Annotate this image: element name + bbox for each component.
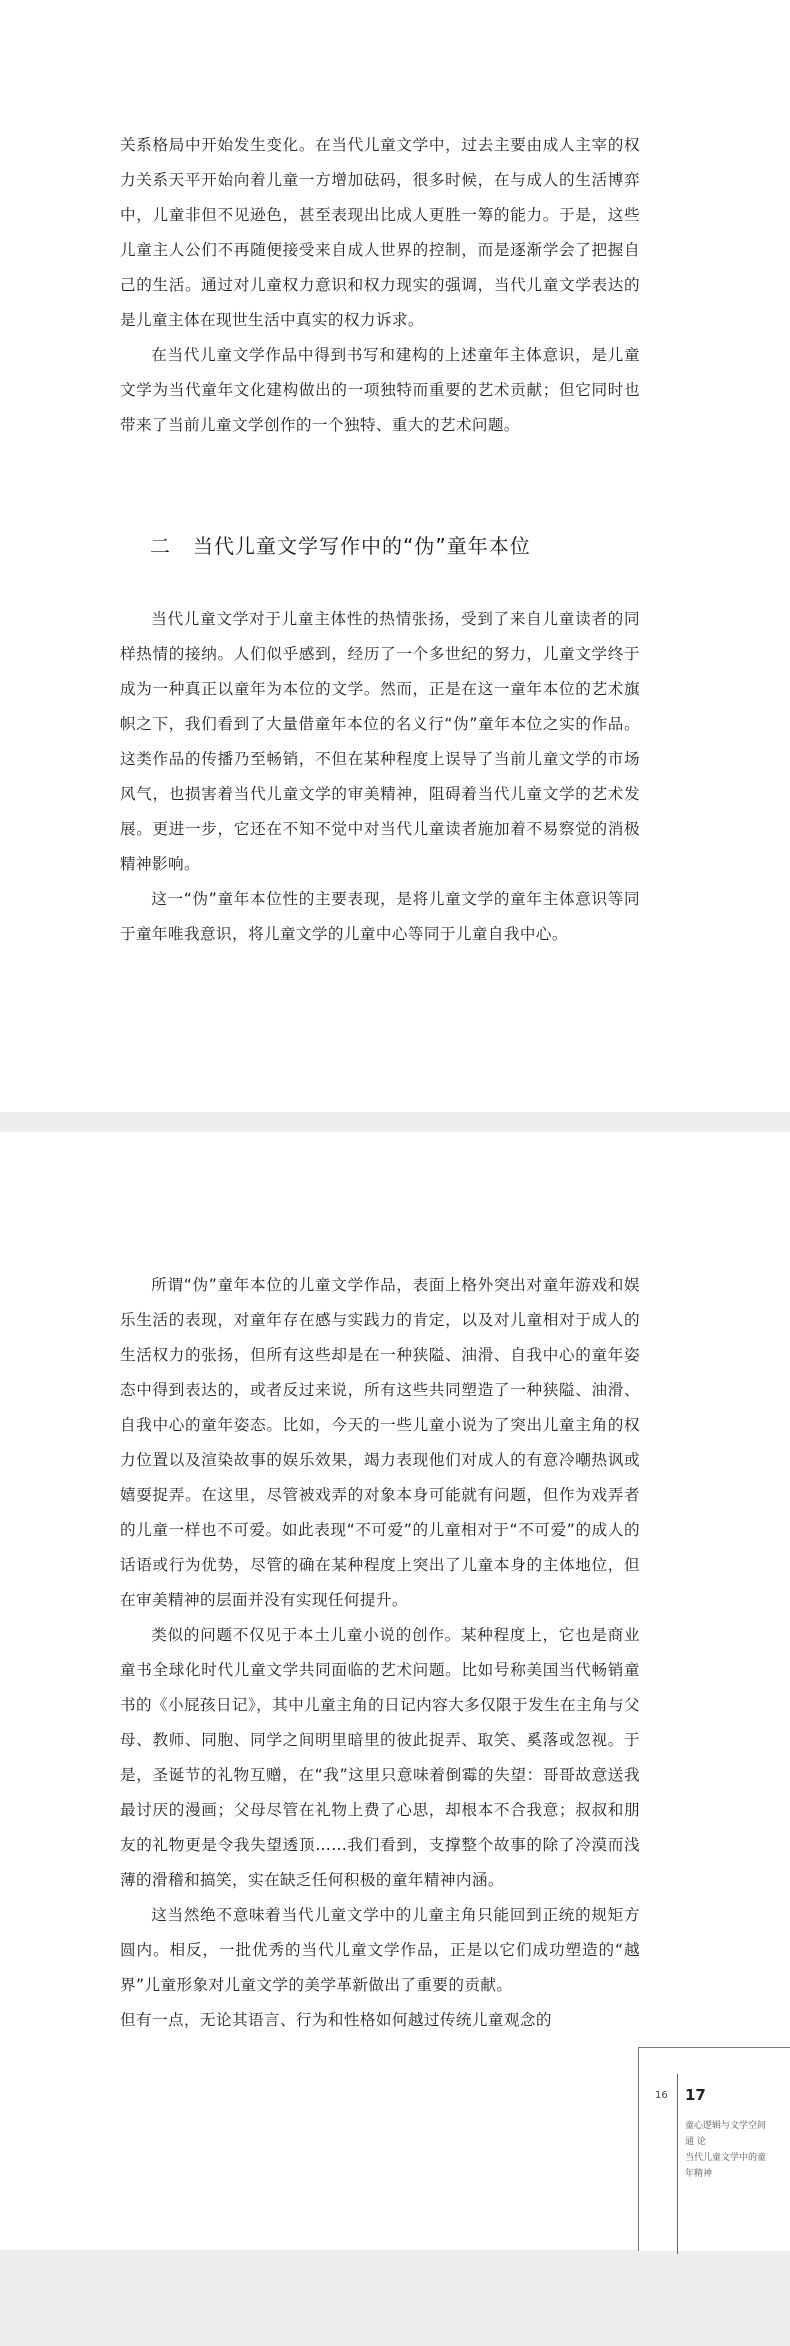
paragraph: 关系格局中开始发生变化。在当代儿童文学中，过去主要由成人主宰的权力关系天平开始向着儿童一方增加砝码，很多时候，在与成人的生活博弈中，儿童非但不见逊色，甚至表现出比成人更胜一筹的能力。于是，这些儿童主人公们不再随便接受来自成人世界的控制，而是逐渐学会了把握自己的生活。通过对儿童权力意识和权力现实的强调，当代儿童文学表达的是儿童主体在现世生活中真实的权力诉求。 (120, 136, 640, 329)
paragraph: 类似的问题不仅见于本土儿童小说的创作。某种程度上，它也是商业童书全球化时代儿童文学共同面临的艺术问题。比如号称美国当代畅销童书的《小屁孩日记》，其中儿童主角的日记内容大多仅限于发生在主角与父母、教师、同胞、同学之间明里暗里的彼此捉弄、取笑、奚落或忽视。于是，圣诞节的礼物互赠，在“我”这里只意味着倒霉的失望：哥哥故意送我最讨厌的漫画；父母尽管在礼物上费了心思，却根本不合我意；叔叔和朋友的礼物更是令我失望透顶……我们看到，支撑整个故事的除了冷漠而浅薄的滑稽和搞笑，实在缺乏任何积极的童年精神内涵。 (120, 1626, 640, 1889)
running-header-line: 童心逻辑与文学空间 (685, 2121, 767, 2131)
page-number-left: 16 (655, 2090, 668, 2101)
paragraph: 这当然绝不意味着当代儿童文学中的儿童主角只能回到正统的规矩方圆内。相反，一批优秀的当代儿童文学作品，正是以它们成功塑造的“越界”儿童形象对儿童文学的美学革新做出了重要的贡献。 (120, 1906, 640, 1994)
page1-bottom-text (120, 602, 640, 952)
section-heading (150, 530, 531, 559)
paragraph-continued: 但有一点，无论其语言、行为和性格如何越过传统儿童观念的 (120, 2011, 552, 2029)
paragraph: 在当代儿童文学作品中得到书写和建构的上述童年主体意识，是儿童文学为当代童年文化建构做出的一项独特而重要的艺术贡献；但它同时也带来了当前儿童文学创作的一个独特、重大的艺术问题。 (120, 346, 640, 434)
page2-text (120, 1268, 640, 2038)
page-number-right: 17 (685, 2086, 706, 2104)
running-header-line: 当代儿童文学中的童 (685, 2153, 767, 2163)
paragraph: 这一“伪”童年本位性的主要表现，是将儿童文学的童年主体意识等同于童年唯我意识，将儿童文学的儿童中心等同于儿童自我中心。 (120, 890, 640, 943)
paragraph: 所谓“伪”童年本位的儿童文学作品，表面上格外突出对童年游戏和娱乐生活的表现，对童年存在感与实践力的肯定，以及对儿童相对于成人的生活权力的张扬，但所有这些却是在一种狭隘、油滑、自我中心的童年姿态中得到表达的，或者反过来说，所有这些共同塑造了一种狭隘、油滑、自我中心的童年姿态。比如，今天的一些儿童小说为了突出儿童主角的权力位置以及渲染故事的娱乐效果，竭力表现他们对成人的有意冷嘲热讽或嬉耍捉弄。在这里，尽管被戏弄的对象本身可能就有问题，但作为戏弄者的儿童一样也不可爱。如此表现“不可爱”的儿童相对于“不可爱”的成人的话语或行为优势，尽管的确在某种程度上突出了儿童本身的主体地位，但在审美精神的层面并没有实现任何提升。 (120, 1276, 640, 1609)
footer-divider (677, 2074, 678, 2254)
paragraph: 当代儿童文学对于儿童主体性的热情张扬，受到了来自儿童读者的同样热情的接纳。人们似乎感到，经历了一个多世纪的努力，儿童文学终于成为一种真正以童年为本位的文学。然而，正是在这一童年本位的艺术旗帜之下，我们看到了大量借童年本位的名义行“伪”童年本位之实的作品。这类作品的传播乃至畅销，不但在某种程度上误导了当前儿童文学的市场风气，也损害着当代儿童文学的审美精神，阻碍着当代儿童文学的艺术发展。更进一步，它还在不知不觉中对当代儿童读者施加着不易察觉的消极精神影响。 (120, 610, 640, 873)
section-number: 二 (150, 534, 171, 558)
section-title: 当代儿童文学写作中的“伪”童年本位 (193, 534, 531, 558)
running-header-line: 通 论 (685, 2137, 706, 2147)
page1-top-text (120, 128, 640, 443)
running-header-line: 年精神 (685, 2169, 713, 2179)
running-header (685, 2118, 766, 2182)
page-footer (638, 2047, 790, 2251)
page-1 (0, 0, 790, 1112)
page-2 (0, 1132, 790, 2250)
